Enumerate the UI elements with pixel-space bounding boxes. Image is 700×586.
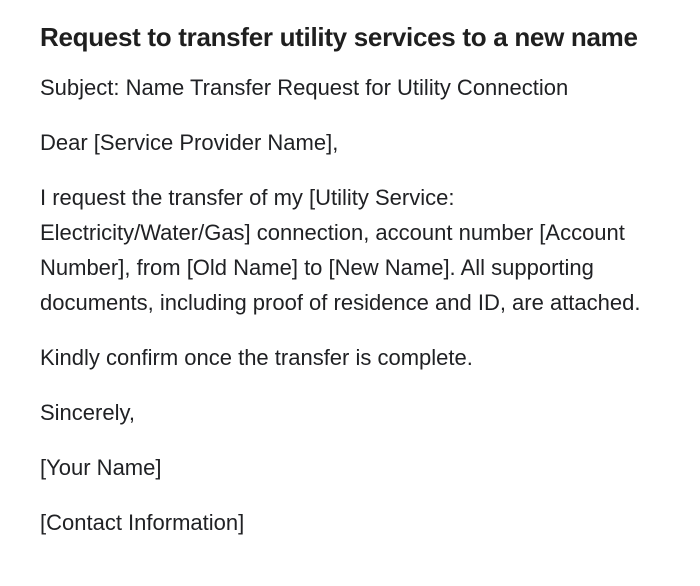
- closing: Sincerely,: [40, 400, 135, 425]
- salutation: Dear [Service Provider Name],: [40, 130, 339, 155]
- signature-name-placeholder: [Your Name]: [40, 455, 162, 480]
- subject-line: Subject: Name Transfer Request for Utility Connection: [40, 75, 569, 100]
- contact-info-placeholder: [Contact Information]: [40, 510, 245, 535]
- confirmation-request: Kindly confirm once the transfer is complete.: [40, 345, 473, 370]
- document-title: Request to transfer utility services to a new name: [40, 22, 638, 52]
- request-body: I request the transfer of my [Utility Service: Electricity/Water/Gas] connection, account number [Account Number], from [Old Name] to [New Name]. All supporting documents, including proof of residence and ID, are attached.: [40, 185, 641, 315]
